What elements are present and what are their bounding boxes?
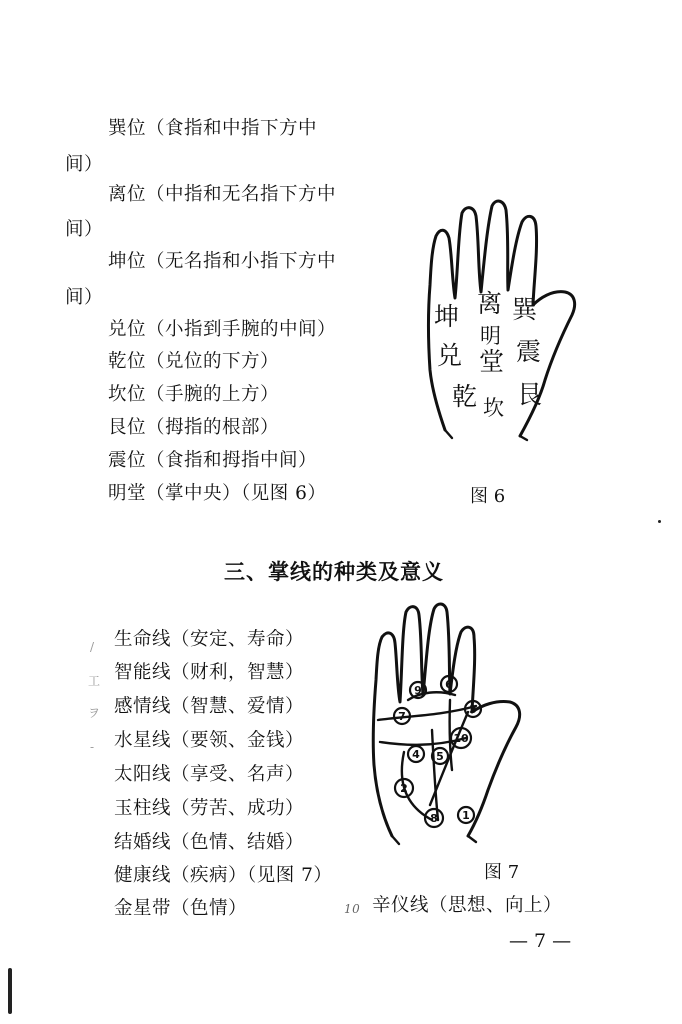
text-xun-line2: 间）	[65, 154, 104, 175]
text-zhen: 震位（食指和拇指中间）	[108, 450, 318, 471]
line-item-2: 智能线（财利，智慧）	[114, 662, 305, 683]
figure-6-caption: 图 6	[470, 486, 506, 507]
figure-7-number-10-text: 10	[453, 732, 469, 745]
figure-7-heart-line	[378, 706, 476, 720]
figure-7-wrist-left	[392, 836, 399, 844]
text-mingtang: 明堂（掌中央）（见图 6）	[108, 483, 327, 504]
text-gen: 艮位（拇指的根部）	[108, 417, 280, 438]
figure-7-number-4	[408, 746, 424, 762]
text-kun-line2: 间）	[65, 287, 104, 308]
line-item-10: 辛仪线（思想、向上）	[372, 895, 563, 916]
figure-6-label-kan: 坎	[483, 396, 504, 420]
figure-7-number-2	[395, 779, 413, 797]
figure-7-caption: 图 7	[484, 862, 520, 883]
line-item-3: 感情线（智慧、爱情）	[114, 696, 305, 717]
line-item-6: 玉柱线（劳苦、成功）	[114, 798, 305, 819]
text-li-line2: 间）	[65, 219, 104, 240]
figure-6-label-li: 离	[477, 289, 503, 318]
figure-6-label-ming: 明	[480, 324, 501, 348]
figure-7-number-9-text: 9	[414, 684, 422, 697]
line-item-7: 结婚线（色情、结婚）	[114, 832, 305, 853]
line-item-4: 水星线（要领、金钱）	[114, 730, 305, 751]
figure-7-number-4-text: 4	[412, 748, 420, 761]
figure-7-number-2-text: 2	[400, 782, 408, 795]
margin-mark-3: ヲ	[88, 706, 101, 720]
text-qian: 乾位（兑位的下方）	[108, 351, 280, 372]
scan-speck	[658, 520, 661, 523]
text-dui: 兑位（小指到手腕的中间）	[108, 319, 337, 340]
margin-mark-2: 工	[88, 674, 101, 688]
figure-6-label-xun: 巽	[512, 295, 538, 324]
text-kun-line1: 坤位（无名指和小指下方中	[108, 251, 337, 272]
text-kan: 坎位（手腕的上方）	[108, 384, 280, 405]
text-li-line1: 离位（中指和无名指下方中	[108, 184, 337, 205]
text-xun-line1: 巽位（食指和中指下方中	[108, 118, 318, 139]
figure-6-label-qian: 乾	[452, 382, 478, 411]
figure-6-label-tang: 堂	[479, 347, 505, 376]
page-number: — 7 —	[509, 930, 572, 952]
section-title: 三、掌线的种类及意义	[224, 560, 444, 584]
line-item-10-number: 10	[344, 902, 361, 916]
line-item-1: 生命线（安定、寿命）	[114, 629, 305, 650]
figure-6-label-gen: 艮	[517, 380, 543, 409]
margin-mark-1: /	[90, 640, 95, 654]
figure-7-number-6	[441, 676, 457, 692]
figure-7-wrist-right	[468, 836, 476, 842]
figure-6-label-kun: 坤	[434, 302, 460, 331]
line-item-5: 太阳线（享受、名声）	[114, 764, 305, 785]
figure-7-number-5-text: 5	[436, 750, 444, 763]
figure-7-number-1	[458, 807, 474, 823]
figure-7-number-8-text: 8	[430, 812, 438, 825]
line-item-8: 健康线（疾病）（见图 7）	[114, 865, 333, 886]
figure-7-number-6-text: 6	[445, 678, 453, 691]
margin-mark-4: -	[90, 740, 95, 754]
figure-6-label-zhen: 震	[516, 337, 542, 366]
figure-7-number-7-text: 7	[398, 710, 406, 723]
figure-6-label-dui: 兑	[437, 341, 463, 370]
figure-7-number-3-text: 3	[469, 703, 477, 716]
figure-7-number-1-text: 1	[462, 809, 470, 822]
line-item-9: 金星带（色情）	[114, 898, 248, 919]
scan-artifact-left-edge	[8, 968, 12, 1014]
